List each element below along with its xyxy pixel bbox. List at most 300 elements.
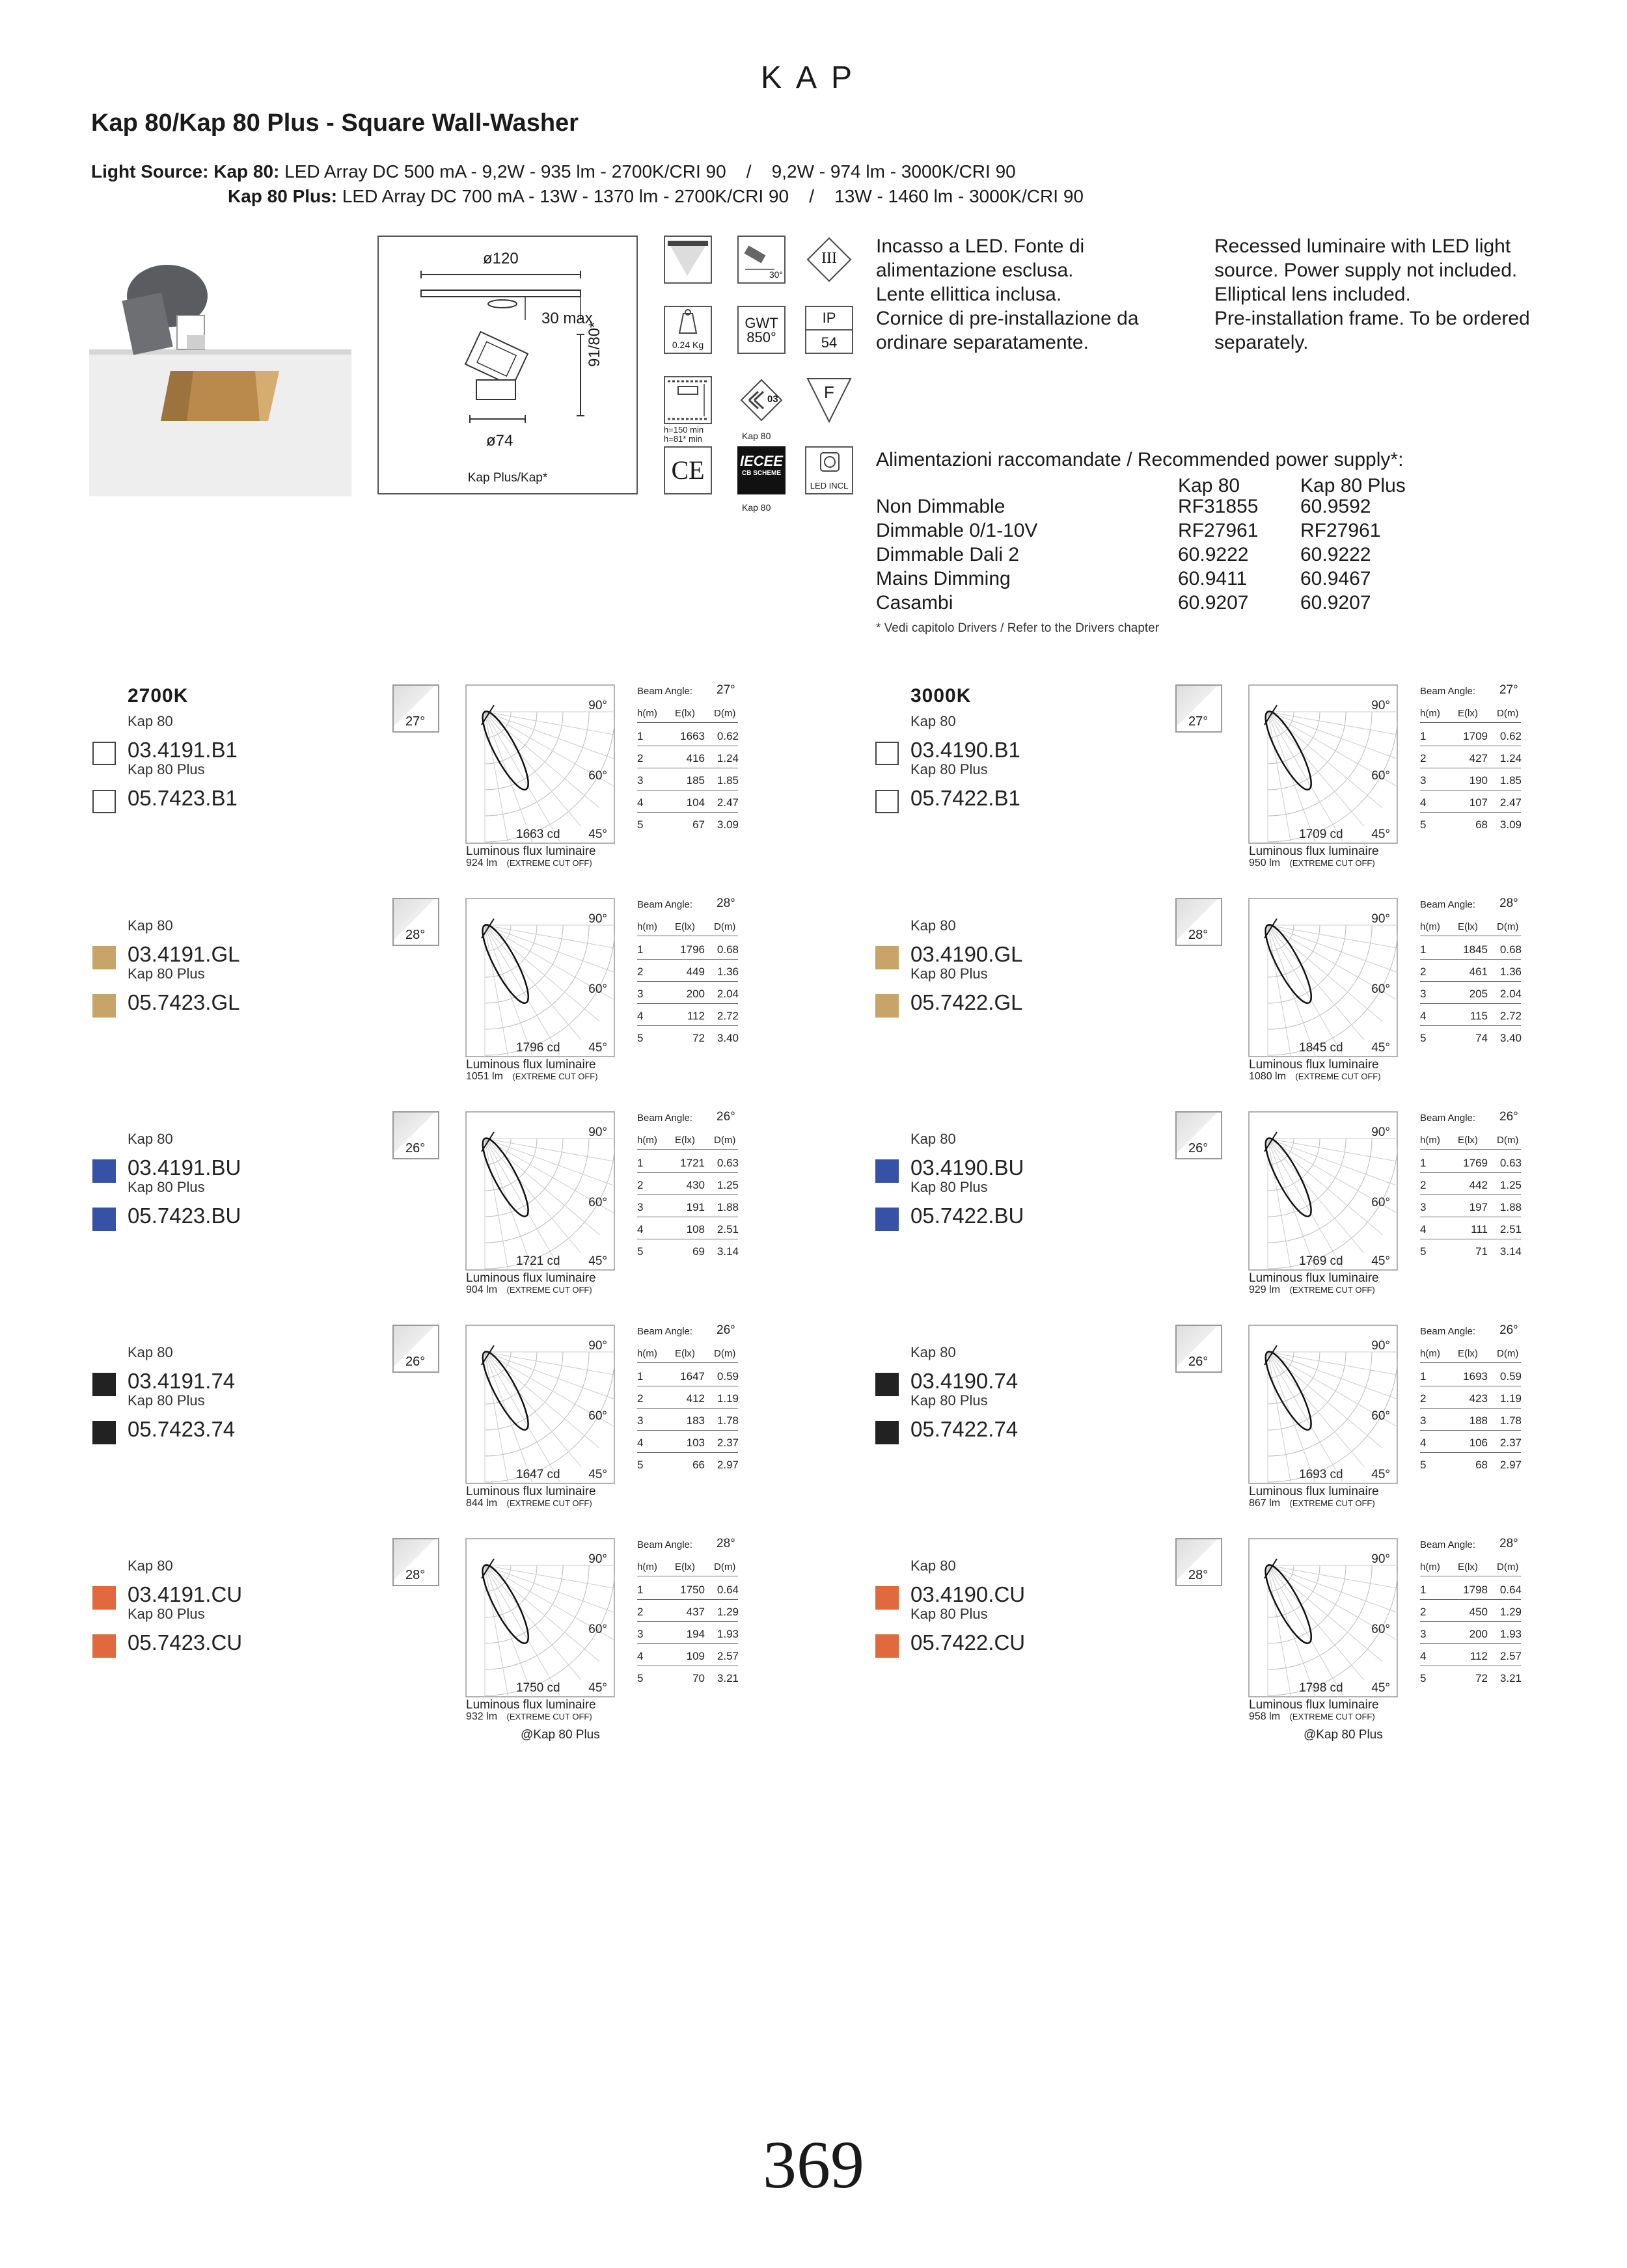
table-cell-h: 5 — [1420, 818, 1427, 831]
power-supply-title: Alimentazioni raccomandate / Recommended power supply*: — [876, 449, 1404, 470]
color-swatch — [92, 994, 116, 1018]
polar-chart — [465, 684, 615, 844]
cutoff-label: (EXTREME CUT OFF) — [506, 1712, 592, 1721]
angle-60-label: 60° — [588, 982, 607, 996]
variant-kap80-plus-label: Kap 80 Plus — [910, 965, 988, 982]
table-cell-d: 3.40 — [717, 1032, 739, 1044]
table-head-e: E(lx) — [675, 921, 695, 932]
cutoff-label: (EXTREME CUT OFF) — [1289, 858, 1375, 868]
angle-60-label: 60° — [1371, 982, 1390, 996]
table-cell-e: 412 — [686, 1392, 705, 1405]
peak-intensity-label: 1750 cd — [516, 1681, 560, 1695]
table-cell-e: 66 — [692, 1459, 705, 1471]
polar-chart — [465, 1111, 615, 1271]
iecee-note: Kap 80 — [742, 502, 771, 513]
table-cell-e: 200 — [1469, 1628, 1488, 1640]
table-cell-h: 2 — [1420, 1179, 1427, 1191]
peak-intensity-label: 1663 cd — [516, 828, 560, 841]
polar-chart — [1248, 1111, 1398, 1271]
polar-chart — [1248, 1325, 1398, 1484]
beam-angle-label: Beam Angle: — [1420, 899, 1476, 910]
table-cell-d: 0.63 — [717, 1157, 739, 1169]
table-row-rule — [1420, 1408, 1521, 1409]
ceiling-height-icon — [664, 376, 712, 424]
article-code-kap80-plus: 05.7422.74 — [910, 1417, 1019, 1441]
article-code-kap80-plus: 05.7422.BU — [910, 1204, 1024, 1228]
table-head-d: D(m) — [1497, 921, 1519, 932]
table-cell-e: 1769 — [1463, 1157, 1488, 1169]
luminous-flux-label: Luminous flux luminaire — [466, 1485, 596, 1498]
beam-angle-icon-value: 27° — [405, 714, 426, 729]
table-head-d: D(m) — [1497, 1348, 1519, 1359]
angle-90-label: 90° — [1371, 699, 1390, 712]
color-swatch — [92, 1208, 116, 1231]
variant-kap80-label: Kap 80 — [910, 713, 956, 729]
power-supply-kap80-code: 60.9207 — [1178, 592, 1249, 614]
table-cell-h: 4 — [1420, 1437, 1427, 1449]
class-label: III — [821, 250, 837, 267]
table-cell-h: 5 — [637, 818, 644, 831]
table-head-e: E(lx) — [1458, 708, 1478, 719]
luminous-flux-value: 1051 lm — [466, 1071, 503, 1082]
luminous-flux-value-row — [1249, 1711, 1375, 1723]
angle-60-label: 60° — [588, 1196, 607, 1209]
table-cell-h: 4 — [1420, 1223, 1427, 1235]
variant-kap80-plus-label: Kap 80 Plus — [128, 1606, 205, 1622]
beam-angle-value: 28° — [717, 897, 735, 910]
description-it — [876, 234, 1139, 355]
beam-angle-icon — [1175, 1325, 1222, 1373]
table-cell-e: 191 — [686, 1201, 705, 1213]
desc-it-line: ordinare separatamente. — [876, 332, 1089, 353]
table-cell-d: 2.47 — [1499, 796, 1522, 809]
table-cell-h: 4 — [637, 1650, 644, 1662]
article-code-kap80: 03.4191.CU — [128, 1582, 243, 1606]
table-cell-h: 5 — [1420, 1245, 1427, 1258]
table-cell-h: 5 — [637, 1459, 644, 1471]
luminous-flux-value: 958 lm — [1249, 1711, 1281, 1722]
table-cell-d: 1.19 — [717, 1392, 739, 1405]
luminous-flux-value-row — [466, 857, 592, 869]
table-cell-h: 1 — [1420, 1370, 1427, 1383]
article-code-kap80-plus: 05.7423.GL — [128, 990, 240, 1014]
cutoff-label: (EXTREME CUT OFF) — [1295, 1072, 1381, 1081]
table-cell-h: 5 — [1420, 1459, 1427, 1471]
table-cell-h: 2 — [637, 1606, 644, 1618]
temperature-header: 2700K — [128, 685, 189, 707]
luminous-flux-label: Luminous flux luminaire — [1249, 1271, 1379, 1285]
table-cell-d: 2.04 — [717, 988, 739, 1000]
table-cell-d: 1.88 — [1499, 1201, 1522, 1213]
power-supply-name: Non Dimmable — [876, 496, 1005, 517]
table-cell-d: 2.04 — [1499, 988, 1522, 1000]
variant-kap80-label: Kap 80 — [128, 1344, 173, 1360]
table-cell-e: 197 — [1469, 1201, 1488, 1213]
height-note: h=150 min h=81* min — [664, 425, 704, 444]
table-row-rule — [637, 1025, 738, 1026]
table-cell-d: 1.25 — [1499, 1179, 1522, 1191]
table-cell-e: 108 — [686, 1223, 705, 1235]
peak-intensity-label: 1845 cd — [1299, 1041, 1343, 1055]
table-cell-d: 1.93 — [1499, 1628, 1522, 1640]
table-cell-e: 450 — [1469, 1606, 1488, 1618]
power-supply-plus-code: 60.9592 — [1300, 496, 1371, 517]
angle-90-label: 90° — [588, 1552, 607, 1566]
variant-kap80-label: Kap 80 — [128, 1558, 173, 1574]
variant-kap80-label: Kap 80 — [910, 1344, 956, 1360]
power-supply-plus-code: 60.9222 — [1300, 544, 1371, 565]
table-cell-e: 1693 — [1463, 1370, 1488, 1383]
article-code-kap80: 03.4190.B1 — [910, 738, 1020, 762]
variant-kap80-plus-label: Kap 80 Plus — [910, 1606, 988, 1622]
polar-chart — [1248, 898, 1398, 1057]
table-head-rule — [1420, 722, 1521, 723]
table-cell-h: 3 — [637, 1628, 644, 1640]
angle-60-label: 60° — [1371, 1196, 1390, 1209]
table-row-rule — [637, 1452, 738, 1453]
light-source-line-1 — [91, 161, 1016, 182]
table-cell-e: 72 — [1475, 1672, 1488, 1684]
table-cell-h: 4 — [637, 1437, 644, 1449]
variant-kap80-plus-label: Kap 80 Plus — [910, 1179, 988, 1195]
variant-kap80-plus-label: Kap 80 Plus — [128, 1179, 205, 1195]
table-cell-h: 4 — [637, 1223, 644, 1235]
desc-it-line: Incasso a LED. Fonte di — [876, 236, 1085, 257]
table-cell-d: 3.14 — [1499, 1245, 1522, 1258]
cutoff-label: (EXTREME CUT OFF) — [1289, 1498, 1375, 1508]
color-swatch — [92, 946, 116, 969]
table-cell-e: 430 — [686, 1179, 705, 1191]
table-cell-h: 3 — [637, 1414, 644, 1427]
article-code-kap80-plus: 05.7423.74 — [128, 1417, 236, 1441]
table-row-rule — [1420, 812, 1521, 813]
table-cell-e: 69 — [692, 1245, 705, 1258]
table-row-rule — [637, 1643, 738, 1644]
cutoff-label: (EXTREME CUT OFF) — [1289, 1712, 1375, 1721]
desc-en-line: Pre-installation frame. To be ordered — [1214, 308, 1530, 329]
table-cell-e: 449 — [686, 965, 705, 978]
energy-note: Kap 80 — [742, 431, 771, 441]
luminous-flux-value: 844 lm — [466, 1498, 498, 1509]
angle-90-label: 90° — [588, 1126, 607, 1139]
table-cell-h: 3 — [1420, 774, 1427, 787]
table-row-rule — [637, 1621, 738, 1622]
table-head-d: D(m) — [714, 1561, 736, 1573]
luminous-flux-label: Luminous flux luminaire — [466, 1271, 596, 1285]
angle-45-label: 45° — [588, 1254, 607, 1268]
table-cell-e: 109 — [686, 1650, 705, 1662]
table-cell-d: 1.29 — [717, 1606, 739, 1618]
peak-intensity-label: 1721 cd — [516, 1254, 560, 1268]
table-head-rule — [637, 722, 738, 723]
variant-kap80-label: Kap 80 — [910, 1558, 956, 1574]
article-code-kap80-plus: 05.7422.GL — [910, 990, 1023, 1014]
table-cell-e: 68 — [1475, 1459, 1488, 1471]
table-row-rule — [637, 1172, 738, 1173]
beam-angle-label: Beam Angle: — [1420, 1113, 1476, 1124]
kap80-plus-label: Kap 80 Plus: — [228, 186, 338, 206]
beam-angle-value: 26° — [717, 1323, 735, 1337]
iecee-icon — [737, 446, 786, 494]
power-supply-kap80-code: RF27961 — [1178, 520, 1259, 541]
variant-kap80-label: Kap 80 — [128, 1131, 173, 1147]
table-cell-d: 2.57 — [1499, 1650, 1522, 1662]
table-row-rule — [1420, 959, 1521, 960]
beam-angle-label: Beam Angle: — [637, 1113, 693, 1124]
luminous-flux-label: Luminous flux luminaire — [1249, 1058, 1379, 1072]
table-cell-h: 2 — [637, 752, 644, 764]
table-row-rule — [1420, 1172, 1521, 1173]
variant-kap80-plus-label: Kap 80 Plus — [910, 761, 988, 777]
beam-angle-icon-value: 28° — [405, 1568, 426, 1582]
f-mark-label: F — [824, 383, 834, 402]
beam-angle-icon-value: 28° — [1188, 928, 1209, 942]
luminous-flux-label: Luminous flux luminaire — [1249, 1698, 1379, 1712]
ip-label: IP — [806, 307, 852, 331]
article-code-kap80: 03.4191.B1 — [128, 738, 238, 762]
angle-60-label: 60° — [1371, 769, 1390, 783]
table-cell-h: 4 — [637, 796, 644, 809]
table-row-rule — [637, 1430, 738, 1431]
table-cell-h: 1 — [637, 1370, 644, 1383]
table-head-rule — [1420, 1362, 1521, 1363]
cutoff-label: (EXTREME CUT OFF) — [506, 1285, 592, 1295]
table-head-h: h(m) — [1420, 708, 1440, 719]
kap80-light-text: LED Array DC 500 mA - 9,2W - 935 lm - 2700K/CRI 90 / 9,2W - 974 lm - 3000K/CRI 90 — [284, 161, 1016, 182]
beam-angle-label: Beam Angle: — [637, 686, 693, 697]
beam-angle-icon-value: 26° — [405, 1355, 426, 1369]
light-source-line-2 — [228, 186, 1084, 207]
table-cell-e: 67 — [692, 818, 705, 831]
luminous-flux-value: 904 lm — [466, 1284, 498, 1295]
angle-90-label: 90° — [1371, 1339, 1390, 1353]
desc-it-line: Lente ellittica inclusa. — [876, 284, 1062, 305]
color-swatch — [875, 1586, 899, 1610]
table-cell-e: 461 — [1469, 965, 1488, 978]
table-cell-d: 3.09 — [717, 818, 739, 831]
variant-note: @Kap 80 Plus — [1304, 1728, 1383, 1742]
table-cell-e: 416 — [686, 752, 705, 764]
variant-kap80-label: Kap 80 — [128, 713, 173, 729]
beam-angle-icon — [1175, 898, 1222, 946]
table-cell-d: 3.40 — [1499, 1032, 1522, 1044]
luminous-flux-value-row — [1249, 1498, 1375, 1509]
beam-angle-icon — [392, 1111, 439, 1159]
beam-angle-value: 28° — [1499, 1537, 1518, 1550]
beam-angle-value: 26° — [1499, 1323, 1518, 1337]
beam-angle-icon-value: 26° — [1188, 1355, 1209, 1369]
angle-90-label: 90° — [1371, 1552, 1390, 1566]
iecee-label: IECEE — [739, 453, 784, 469]
variant-note: @Kap 80 Plus — [521, 1728, 600, 1742]
table-cell-h: 5 — [637, 1672, 644, 1684]
table-cell-h: 1 — [1420, 943, 1427, 956]
table-cell-h: 1 — [637, 1157, 644, 1169]
angle-90-label: 90° — [588, 1339, 607, 1353]
beam-angle-value: 26° — [717, 1110, 735, 1124]
weight-value: 0.24 Kg — [672, 340, 704, 350]
description-en — [1214, 234, 1530, 355]
variant-kap80-label: Kap 80 — [910, 1131, 956, 1147]
luminous-flux-value: 932 lm — [466, 1711, 498, 1722]
variant-kap80-plus-label: Kap 80 Plus — [128, 1392, 205, 1409]
color-swatch — [875, 1159, 899, 1183]
table-cell-d: 1.24 — [1499, 752, 1522, 764]
table-cell-h: 3 — [1420, 1414, 1427, 1427]
polar-chart — [1248, 1538, 1398, 1697]
table-cell-e: 1798 — [1463, 1584, 1488, 1596]
table-cell-h: 1 — [1420, 1584, 1427, 1596]
table-cell-e: 183 — [686, 1414, 705, 1427]
table-head-d: D(m) — [1497, 708, 1519, 719]
color-swatch — [92, 742, 116, 765]
angle-60-label: 60° — [588, 1623, 607, 1636]
energy-value: 03 — [767, 394, 778, 405]
table-head-rule — [1420, 1149, 1521, 1150]
table-cell-d: 2.72 — [1499, 1010, 1522, 1022]
table-row-rule — [1420, 1643, 1521, 1644]
table-head-d: D(m) — [714, 1135, 736, 1146]
angle-60-label: 60° — [1371, 1623, 1390, 1636]
article-code-kap80: 03.4191.BU — [128, 1155, 241, 1180]
luminous-flux-value: 924 lm — [466, 857, 498, 869]
table-cell-h: 2 — [1420, 965, 1427, 978]
product-photo — [89, 250, 351, 496]
height-label: 91/80* — [586, 321, 603, 367]
table-cell-e: 194 — [686, 1628, 705, 1640]
table-cell-d: 1.19 — [1499, 1392, 1522, 1405]
luminous-flux-value-row — [466, 1284, 592, 1296]
table-cell-d: 2.51 — [1499, 1223, 1522, 1235]
table-cell-d: 0.62 — [1499, 730, 1522, 742]
page-number: 369 — [763, 2127, 864, 2202]
color-swatch — [92, 1159, 116, 1183]
table-head-rule — [637, 1362, 738, 1363]
table-cell-e: 205 — [1469, 988, 1488, 1000]
table-cell-d: 2.97 — [1499, 1459, 1522, 1471]
angle-90-label: 90° — [588, 699, 607, 712]
beam-angle-label: Beam Angle: — [637, 1326, 693, 1337]
table-head-h: h(m) — [637, 1135, 657, 1146]
article-code-kap80-plus: 05.7422.B1 — [910, 786, 1020, 810]
table-head-e: E(lx) — [1458, 1135, 1478, 1146]
table-cell-d: 3.21 — [717, 1672, 739, 1684]
article-code-kap80-plus: 05.7423.BU — [128, 1204, 241, 1228]
table-cell-d: 1.24 — [717, 752, 739, 764]
luminous-flux-label: Luminous flux luminaire — [466, 844, 596, 858]
polar-chart — [1248, 684, 1398, 844]
table-cell-e: 427 — [1469, 752, 1488, 764]
table-cell-h: 4 — [1420, 796, 1427, 809]
table-cell-h: 4 — [1420, 1650, 1427, 1662]
led-incl-icon — [805, 446, 853, 494]
color-swatch — [875, 1208, 899, 1231]
article-code-kap80: 03.4190.GL — [910, 942, 1023, 966]
beam-angle-icon-value: 27° — [1188, 714, 1209, 729]
luminous-flux-value: 1080 lm — [1249, 1071, 1286, 1082]
luminous-flux-value-row — [1249, 1071, 1381, 1083]
peak-intensity-label: 1796 cd — [516, 1041, 560, 1055]
cutoff-label: (EXTREME CUT OFF) — [506, 1498, 592, 1508]
luminous-flux-label: Luminous flux luminaire — [1249, 844, 1379, 858]
color-swatch — [92, 1634, 116, 1658]
table-cell-d: 1.78 — [1499, 1414, 1522, 1427]
light-source-label: Light Source: — [91, 161, 209, 182]
recessed-icon — [664, 236, 712, 284]
table-cell-e: 68 — [1475, 818, 1488, 831]
table-cell-h: 2 — [1420, 1392, 1427, 1405]
beam-angle-value: 27° — [717, 683, 735, 697]
table-cell-d: 2.57 — [717, 1650, 739, 1662]
desc-en-line: Elliptical lens included. — [1214, 284, 1411, 305]
table-row-rule — [1420, 1599, 1521, 1600]
power-supply-kap80-code: 60.9222 — [1178, 544, 1249, 565]
beam-angle-icon — [392, 898, 439, 946]
table-cell-e: 437 — [686, 1606, 705, 1618]
beam-angle-label: Beam Angle: — [1420, 1539, 1476, 1550]
luminous-flux-value: 867 lm — [1249, 1498, 1281, 1509]
beam-angle-value: 27° — [1499, 683, 1518, 697]
peak-intensity-label: 1693 cd — [1299, 1468, 1343, 1481]
cutoff-label: (EXTREME CUT OFF) — [506, 858, 592, 868]
power-supply-plus-code: RF27961 — [1300, 520, 1381, 541]
color-swatch — [92, 1373, 116, 1396]
table-cell-d: 1.88 — [717, 1201, 739, 1213]
beam-angle-value: 28° — [1499, 897, 1518, 910]
table-cell-h: 2 — [637, 1179, 644, 1191]
table-cell-h: 3 — [1420, 1628, 1427, 1640]
color-swatch — [875, 1634, 899, 1658]
table-row-rule — [637, 981, 738, 982]
table-cell-d: 2.37 — [717, 1437, 739, 1449]
desc-en-line: separately. — [1214, 332, 1309, 353]
table-row-rule — [1420, 1025, 1521, 1026]
table-cell-h: 3 — [637, 1201, 644, 1213]
table-head-h: h(m) — [1420, 1348, 1440, 1359]
table-cell-h: 2 — [1420, 1606, 1427, 1618]
peak-intensity-label: 1769 cd — [1299, 1254, 1343, 1268]
angle-45-label: 45° — [1371, 1681, 1390, 1695]
table-cell-e: 107 — [1469, 796, 1488, 809]
table-head-d: D(m) — [714, 708, 736, 719]
brand-title: KAP — [760, 61, 867, 95]
angle-90-label: 90° — [1371, 912, 1390, 926]
table-cell-e: 115 — [1470, 1010, 1488, 1022]
tilt-icon — [737, 236, 786, 284]
table-cell-e: 442 — [1469, 1179, 1488, 1191]
drawing-caption: Kap Plus/Kap* — [467, 471, 548, 485]
power-supply-plus-code: 60.9207 — [1300, 592, 1371, 614]
beam-angle-icon-value: 26° — [1188, 1141, 1209, 1155]
table-cell-h: 1 — [637, 943, 644, 956]
table-head-h: h(m) — [1420, 1135, 1440, 1146]
table-cell-d: 1.36 — [717, 965, 739, 978]
table-cell-e: 200 — [686, 988, 705, 1000]
table-cell-h: 3 — [637, 774, 644, 787]
article-code-kap80: 03.4190.BU — [910, 1155, 1024, 1180]
beam-angle-icon — [392, 1325, 439, 1373]
gwt-label: GWT — [745, 315, 778, 331]
table-cell-e: 111 — [1471, 1223, 1488, 1235]
table-cell-h: 1 — [1420, 730, 1427, 742]
ce-icon: CE — [664, 446, 712, 494]
color-swatch — [92, 790, 116, 813]
table-cell-d: 1.85 — [717, 774, 739, 787]
angle-90-label: 90° — [1371, 1126, 1390, 1139]
color-swatch — [875, 742, 899, 765]
variant-kap80-label: Kap 80 — [128, 917, 173, 934]
table-cell-d: 2.72 — [717, 1010, 739, 1022]
